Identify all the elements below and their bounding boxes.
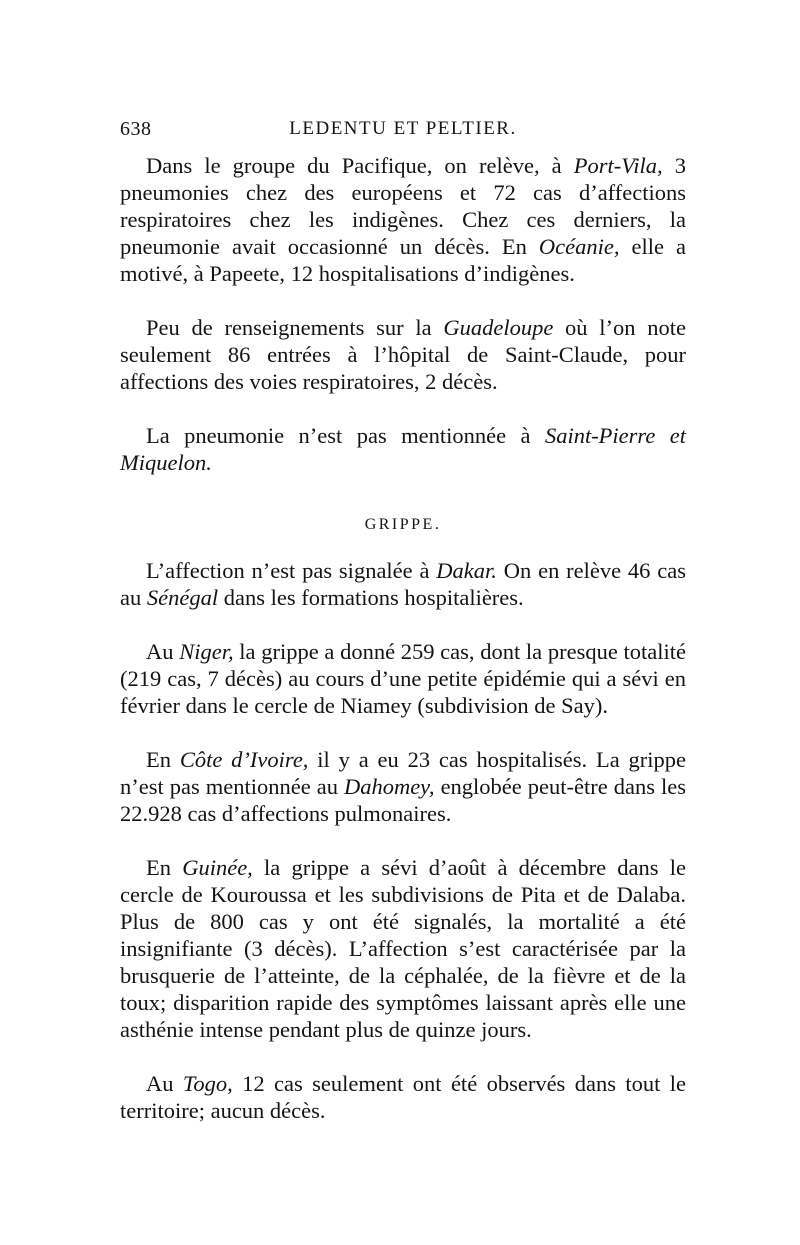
italic-place-name: Côte d’Ivoire,	[179, 747, 309, 772]
section-heading-grippe: GRIPPE.	[364, 516, 442, 533]
italic-place-name: Port-Vila,	[573, 153, 663, 178]
paragraph-dakar: L’affection n’est pas signalée à Dakar. On en relève 46 cas au Sénégal dans les formations hospitalières.	[120, 558, 686, 610]
page-body	[120, 152, 686, 1124]
italic-place-name: Dahomey,	[343, 774, 435, 799]
paragraph-guinee: En Guinée, la grippe a sévi d’août à décembre dans le cercle de Kouroussa et les subdivisions de Pita et de Dalaba. Plus de 800 cas y ont été signalés, la mortalité a été insignifiante (3 décès). L’affection s’est caractérisée par la brusquerie de l’atteinte, de la céphalée, de la fièvre et de la toux; disparition rapide des symptômes laissant après elle une asthénie intense pendant plus de quinze jours.	[120, 855, 686, 1042]
italic-place-name: Guinée,	[182, 855, 253, 880]
paragraph-pacifique: Dans le groupe du Pacifique, on relève, à Port-Vila, 3 pneumonies chez des européens et 72 cas d’affections respiratoires chez les indigènes. Chez ces derniers, la pneumonie avait occasionné un décès. En Océanie, elle a motivé, à Papeete, 12 hospitalisations d’indigènes.	[120, 153, 686, 286]
page-number: 638	[120, 118, 152, 140]
italic-place-name: Niger,	[179, 639, 234, 664]
paragraph-saint-pierre: La pneumonie n’est pas mentionnée à Saint-Pierre et Miquelon.	[120, 423, 686, 475]
paragraph-niger: Au Niger, la grippe a donné 259 cas, dont la presque totalité (219 cas, 7 décès) au cours d’une petite épidémie qui a sévi en février dans le cercle de Niamey (subdivision de Say).	[120, 639, 686, 718]
italic-place-name: Guadeloupe	[443, 315, 554, 340]
paragraph-guadeloupe: Peu de renseignements sur la Guadeloupe où l’on note seulement 86 entrées à l’hôpital de Saint-Claude, pour affections des voies respiratoires, 2 décès.	[120, 315, 687, 394]
italic-place-name: Océanie,	[538, 234, 620, 259]
italic-place-name: Saint-Pierre et Miquelon.	[120, 423, 686, 475]
italic-place-name: Dakar.	[436, 558, 497, 583]
paragraph-togo: Au Togo, 12 cas seulement ont été observés dans tout le territoire; aucun décès.	[120, 1071, 686, 1123]
italic-place-name: Sénégal	[146, 585, 219, 610]
page-header	[120, 118, 686, 144]
running-head: LEDENTU ET PELTIER.	[289, 118, 517, 139]
paragraph-cote-ivoire: En Côte d’Ivoire, il y a eu 23 cas hospitalisés. La grippe n’est pas mentionnée au Dahomey, englobée peut-être dans les 22.928 cas d’affections pulmonaires.	[120, 747, 686, 826]
italic-place-name: Togo,	[182, 1071, 233, 1096]
